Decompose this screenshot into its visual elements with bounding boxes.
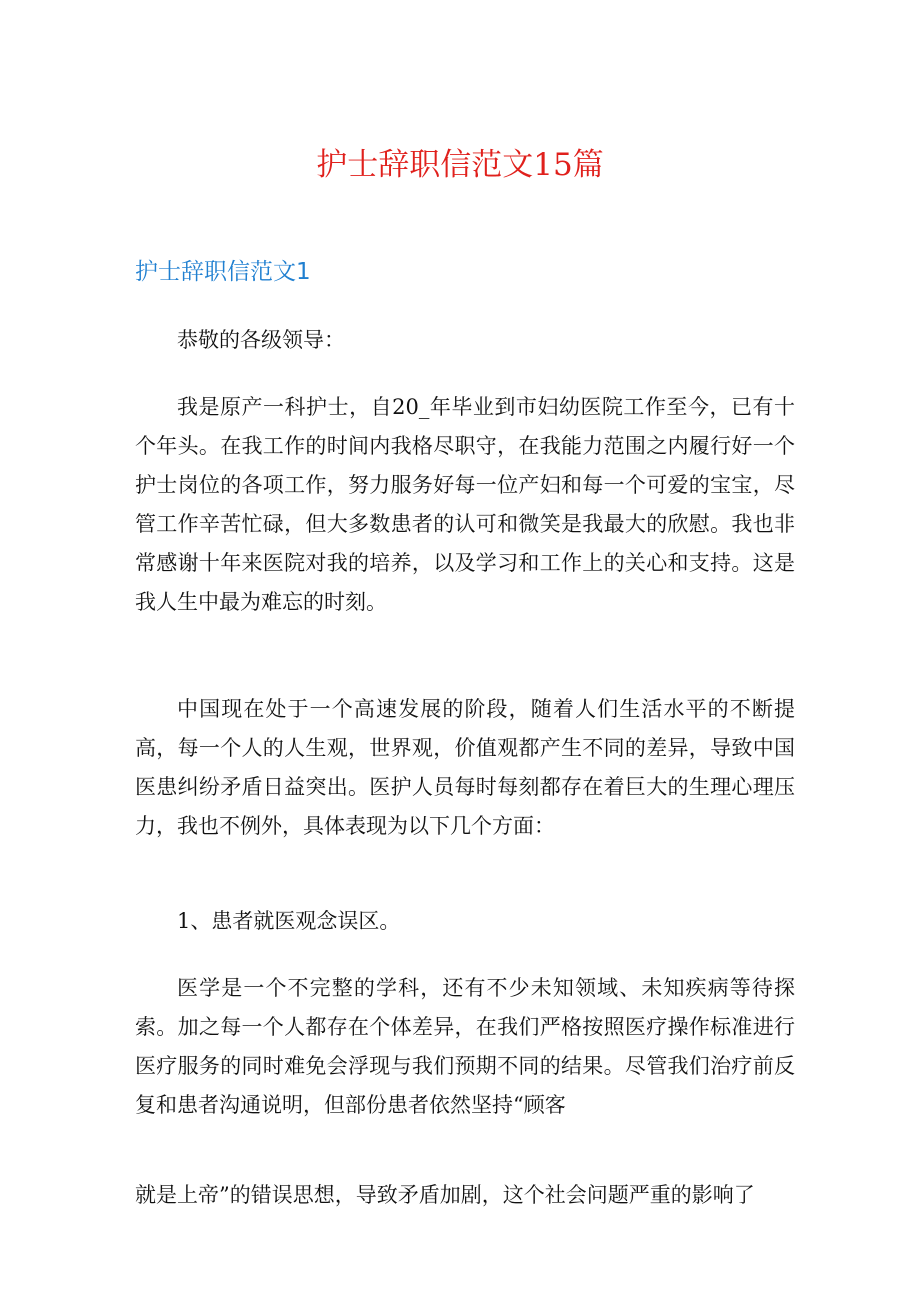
document-title: 护士辞职信范文15篇 [316, 147, 604, 183]
paragraph-context: 中国现在处于一个高速发展的阶段，随着人们生活水平的不断提高，每一个人的人生观，世界观，价值观都产生不同的差异，导致中国医患纠纷矛盾日益突出。医护人员每时每刻都存在着巨大的生理心理压力，我也不例外，具体表现为以下几个方面： [135, 697, 795, 838]
paragraph-continuation: 就是上帝”的错误思想，导致矛盾加剧，这个社会问题严重的影响了 [135, 1183, 755, 1207]
paragraph-point-1-heading: 1、患者就医观念误区。 [177, 909, 401, 933]
paragraph-point-1-body: 医学是一个不完整的学科，还有不少未知领域、未知疾病等待探索。加之每一个人都存在个体差异，在我们严格按照医疗操作标准进行医疗服务的同时难免会浮现与我们预期不同的结果。尽管我们治疗前反复和患者沟通说明，但部份患者依然坚持“顾客 [135, 976, 795, 1117]
paragraph-introduction: 我是原产一科护士，自20_年毕业到市妇幼医院工作至今，已有十个年头。在我工作的时间内我格尽职守，在我能力范围之内履行好一个护士岗位的各项工作，努力服务好每一位产妇和每一个可爱的宝宝，尽管工作辛苦忙碌，但大多数患者的认可和微笑是我最大的欣慰。我也非常感谢十年来医院对我的培养，以及学习和工作上的关心和支持。这是我人生中最为难忘的时刻。 [135, 395, 795, 614]
paragraph-salutation: 恭敬的各级领导： [177, 328, 345, 352]
section-heading: 护士辞职信范文1 [135, 259, 311, 285]
